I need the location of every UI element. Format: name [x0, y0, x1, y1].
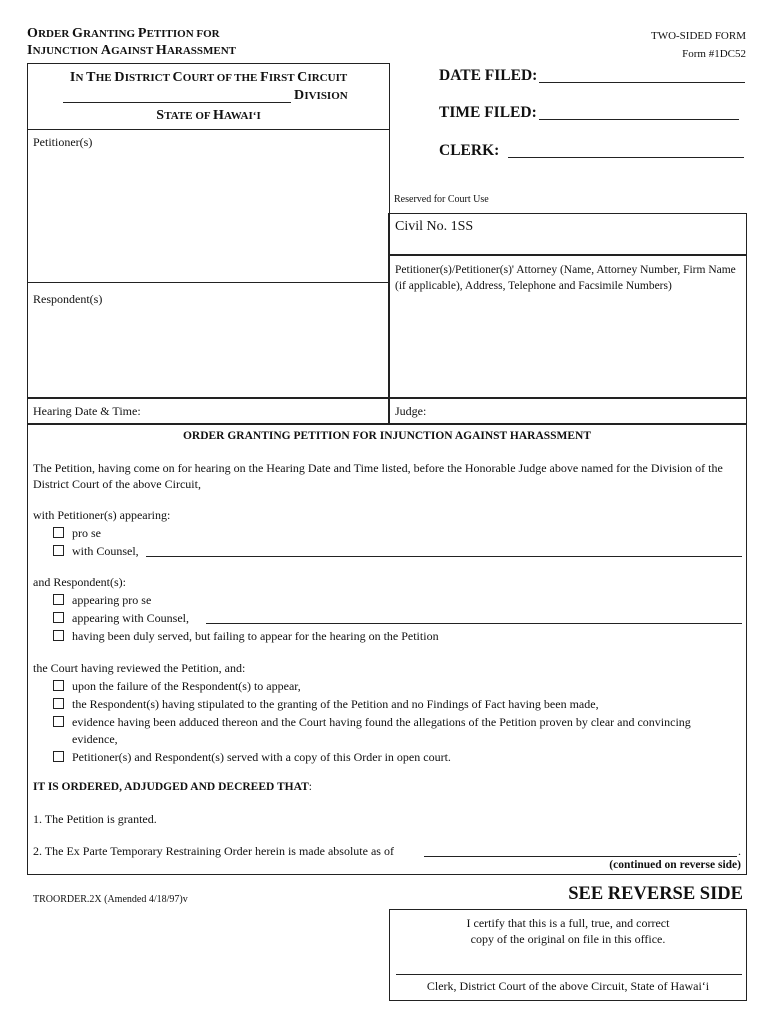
checkbox[interactable]	[53, 630, 64, 641]
clerk-signature-label: Clerk, District Court of the above Circuit, State of Hawai‘i	[426, 979, 710, 993]
ordered-heading: IT IS ORDERED, ADJUDGED AND DECREED THAT:	[33, 781, 312, 793]
respondents-field[interactable]	[28, 308, 389, 396]
two-sided-label: TWO-SIDED FORM	[650, 30, 746, 42]
respondents-label: Respondent(s)	[33, 292, 103, 306]
appearing-pro-se-option[interactable]: appearing pro se	[53, 593, 151, 608]
checkbox[interactable]	[53, 545, 64, 556]
hearing-box[interactable]	[27, 397, 390, 425]
petitioners-label: Petitioner(s)	[33, 135, 93, 149]
petitioner-counsel-line[interactable]	[146, 556, 742, 557]
attorney-label: Petitioner(s)/Petitioner(s)' Attorney (Name, Attorney Number, Firm Name (if applicable), Address, Telephone and Facsimile Numbers)	[395, 264, 736, 292]
pro-se-option[interactable]: pro se	[53, 526, 101, 541]
hearing-label: Hearing Date & Time:	[33, 404, 141, 418]
checkbox[interactable]	[53, 527, 64, 538]
clerk-line[interactable]	[508, 157, 744, 158]
order-item-2: 2. The Ex Parte Temporary Restraining Order herein is made absolute as of	[33, 844, 394, 858]
division-label: DIVISION	[294, 88, 348, 103]
certify-line-1: I certify that this is a full, true, and correct	[466, 916, 670, 930]
judge-box[interactable]	[388, 397, 747, 425]
served-copy-option[interactable]: Petitioner(s) and Respondent(s) served with a copy of this Order in open court.	[53, 750, 451, 765]
judge-label: Judge:	[395, 404, 427, 418]
continued-note: (continued on reverse side)	[609, 859, 741, 871]
civil-no-box[interactable]	[388, 213, 747, 256]
checkbox[interactable]	[53, 612, 64, 623]
see-reverse-side: SEE REVERSE SIDE	[568, 884, 743, 904]
respondents-label-order: and Respondent(s):	[33, 575, 126, 589]
absolute-date-line[interactable]	[424, 856, 737, 857]
civil-no-label: Civil No. 1SS	[395, 219, 474, 234]
order-item-1: 1. The Petition is granted.	[33, 812, 157, 826]
parties-box	[27, 129, 390, 399]
time-filed-line[interactable]	[539, 119, 739, 120]
petitioners-appearing-label: with Petitioner(s) appearing:	[33, 508, 171, 522]
clerk-signature-line[interactable]	[396, 974, 742, 975]
checkbox[interactable]	[53, 698, 64, 709]
checkbox[interactable]	[53, 680, 64, 691]
parties-divider	[28, 282, 389, 283]
order-intro: The Petition, having come on for hearing on the Hearing Date and Time listed, before the Honorable Judge above named for the Division of the District Court of the above Circuit,	[33, 461, 723, 491]
duly-served-option[interactable]: having been duly served, but failing to appear for the hearing on the Petition	[53, 629, 439, 644]
court-reviewed-label: the Court having reviewed the Petition, and:	[33, 661, 246, 675]
form-number: Form #1DC52	[682, 48, 746, 60]
court-name: IN THE DISTRICT COURT OF THE FIRST CIRCUIT	[69, 70, 348, 85]
form-title: ORDER GRANTING PETITION FOR INJUNCTION AGAINST HARASSMENT	[27, 26, 237, 58]
attorney-box[interactable]	[388, 254, 747, 399]
certify-line-2: copy of the original on file in this office.	[470, 932, 666, 946]
stipulated-option[interactable]: the Respondent(s) having stipulated to the granting of the Petition and no Findings of Fact having been made,	[53, 697, 599, 712]
failure-option[interactable]: upon the failure of the Respondent(s) to appear,	[53, 679, 301, 694]
form-id: TROORDER.2X (Amended 4/18/97)v	[33, 894, 188, 905]
court-box	[27, 63, 390, 130]
checkbox[interactable]	[53, 716, 64, 727]
appearing-with-counsel-option[interactable]: appearing with Counsel,	[53, 611, 189, 626]
order-box	[27, 423, 747, 875]
time-filed-label: TIME FILED:	[439, 104, 537, 121]
with-counsel-option[interactable]: with Counsel,	[53, 544, 139, 559]
evidence-continuation: evidence,	[72, 732, 118, 746]
order-item-2-end: .	[738, 844, 741, 858]
state-label: STATE OF HAWAI‘I	[156, 108, 261, 123]
checkbox[interactable]	[53, 594, 64, 605]
checkbox[interactable]	[53, 751, 64, 762]
date-filed-label: DATE FILED:	[439, 67, 538, 84]
petitioners-field[interactable]	[28, 150, 389, 280]
evidence-option[interactable]: evidence having been adduced thereon and the Court having found the allegations of the Petition proven by clear and convincing	[53, 715, 691, 730]
certification-box	[389, 909, 747, 1001]
date-filed-line[interactable]	[539, 82, 745, 83]
clerk-label: CLERK:	[439, 142, 500, 159]
division-line[interactable]	[63, 102, 291, 103]
reserved-label: Reserved for Court Use	[394, 194, 489, 205]
order-heading: ORDER GRANTING PETITION FOR INJUNCTION AGAINST HARASSMENT	[182, 430, 592, 442]
respondent-counsel-line[interactable]	[206, 623, 742, 624]
